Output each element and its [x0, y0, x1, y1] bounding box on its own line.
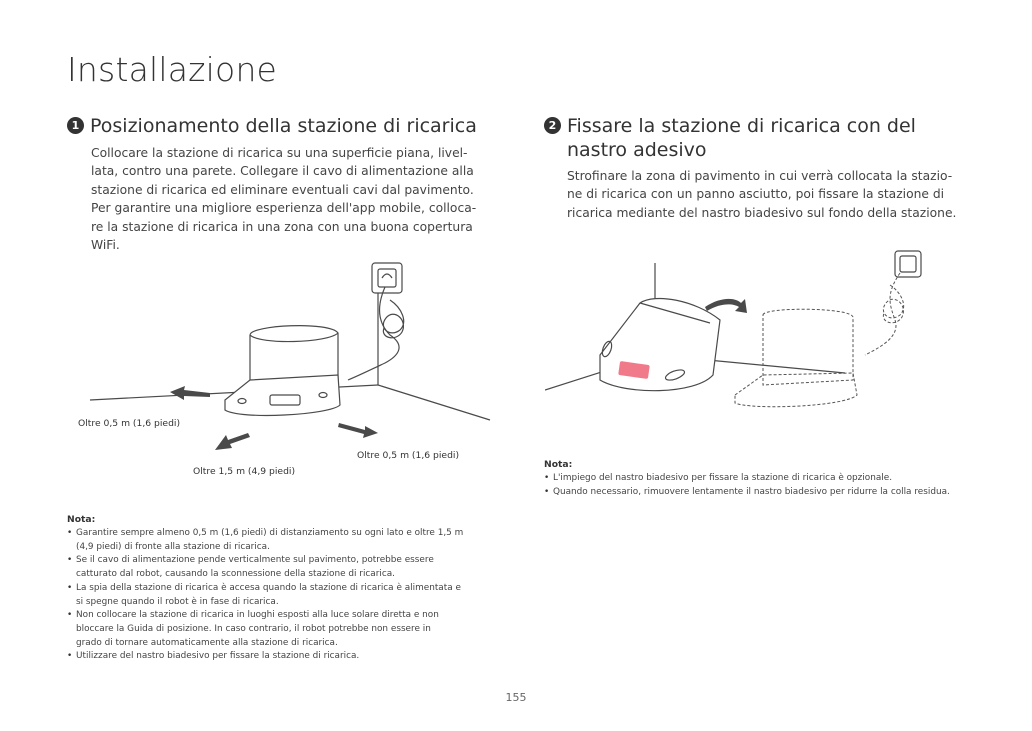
- flip-direction-arrow-icon: [705, 299, 747, 313]
- wall-socket-icon: [372, 263, 402, 293]
- list-item: • Non collocare la stazione di ricarica in luoghi esposti alla luce solare diretta e non bloccare la Guida di posizione. In caso contrario, il robot potrebbe non essere in grado di tornare automaticamente alla stazione di ricarica.: [67, 609, 507, 650]
- left-clearance-arrow-icon: [170, 386, 210, 400]
- wall-socket-icon: [895, 251, 921, 277]
- label-front-clearance: Oltre 1,5 m (4,9 piedi): [193, 466, 296, 477]
- note-list: [544, 472, 984, 499]
- note-title: Nota:: [67, 514, 96, 525]
- station-placement-outline: [735, 309, 857, 406]
- note-title: Nota:: [544, 459, 573, 470]
- list-item: • Quando necessario, rimuovere lentamente il nastro biadesivo per ridurre la colla residua.: [544, 486, 984, 500]
- front-clearance-arrow-icon: [215, 433, 250, 450]
- list-item: • Garantire sempre almeno 0,5 m (1,6 piedi) di distanziamento su ogni lato e oltre 1,5 m (4,9 piedi) di fronte alla stazione di ricarica.: [67, 527, 507, 554]
- section-1-header: [67, 114, 477, 138]
- charging-station-icon: [225, 326, 340, 416]
- step-number-1: 1: [67, 117, 84, 134]
- list-item: • La spia della stazione di ricarica è accesa quando la stazione di ricarica è alimentata e si spegne quando il robot è in fase di ricarica.: [67, 582, 507, 609]
- section-2-paragraph: Strofinare la zona di pavimento in cui verrà collocata la stazio- ne di ricarica con un panno asciutto, poi fissare la stazione di ricarica mediante del nastro biadesivo sul fondo della stazione.: [567, 169, 957, 220]
- right-clearance-arrow-icon: [338, 423, 378, 438]
- step-number-2: 2: [544, 117, 561, 134]
- section-2-header: [544, 114, 916, 162]
- section-1-heading: Posizionamento della stazione di ricarica: [90, 115, 477, 137]
- section-1-note: [67, 514, 507, 664]
- page-title: Installazione: [67, 50, 278, 89]
- label-left-clearance: Oltre 0,5 m (1,6 piedi): [78, 418, 181, 429]
- section-2-heading: Fissare la stazione di ricarica con del nastro adesivo: [567, 115, 916, 161]
- note-list: [67, 527, 507, 664]
- section-1-paragraph: Collocare la stazione di ricarica su una superficie piana, livel- lata, contro una parete. Collegare il cavo di alimentazione alla stazione di ricarica ed eliminare eventuali cavi dal pavimento. Per garantire una migliore esperienza dell'app mobile, colloca- re la stazione di ricarica in una zona con una buona copertura WiFi.: [91, 146, 477, 253]
- list-item: • Se il cavo di alimentazione pende verticalmente sul pavimento, potrebbe essere catturato dal robot, causando la sconnessione della stazione di ricarica.: [67, 554, 507, 581]
- page-number: 155: [505, 691, 527, 704]
- section-2-note: [544, 459, 984, 499]
- flipped-station-icon: [600, 298, 720, 390]
- list-item: • L'impiego del nastro biadesivo per fissare la stazione di ricarica è opzionale.: [544, 472, 984, 486]
- list-item: • Utilizzare del nastro biadesivo per fissare la stazione di ricarica.: [67, 650, 507, 664]
- charging-station-clearance-illustration: [60, 255, 500, 465]
- adhesive-tape-illustration: [545, 245, 995, 415]
- label-right-clearance: Oltre 0,5 m (1,6 piedi): [357, 450, 460, 461]
